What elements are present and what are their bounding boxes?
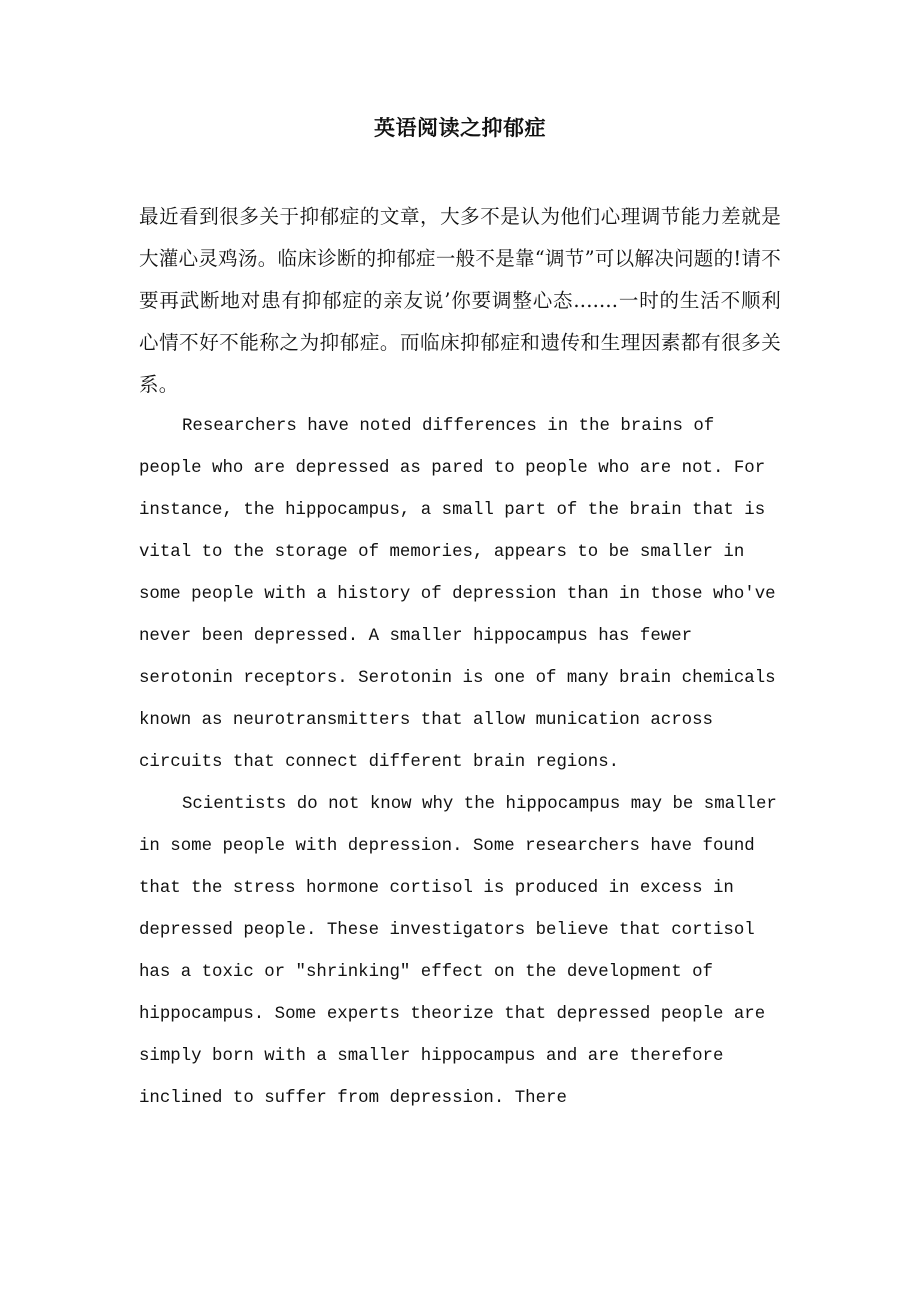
document-body [139,196,781,1120]
paragraph-hippocampus-size: Scientists do not know why the hippocampus may be smaller in some people with depression. Some researchers have found that the stress hormone cortisol is produced in excess in depressed people. These investigators believe that cortisol has a toxic or "shrinking" effect on the development of hippocampus. Some experts theorize that depressed people are simply born with a smaller hippocampus and are therefore inclined to suffer from depression. There [139,795,777,1108]
paragraph-brain-differences: Researchers have noted differences in the brains of people who are depressed as pared to people who are not. For instance, the hippocampus, a small part of the brain that is vital to the storage of memories, appears to be smaller in some people with a history of depression than in those who've never been depressed. A smaller hippocampus has fewer serotonin receptors. Serotonin is one of many brain chemicals known as neurotransmitters that allow munication across circuits that connect different brain regions. [139,417,776,772]
document-title: 英语阅读之抑郁症 [374,115,546,140]
paragraph-intro-chinese: 最近看到很多关于抑郁症的文章，大多不是认为他们心理调节能力差就是大灌心灵鸡汤。临床诊断的抑郁症一般不是靠“调节”可以解决问题的!请不要再武断地对患有抑郁症的亲友说’你要调整心态.......一时的生活不顺利心情不好不能称之为抑郁症。而临床抑郁症和遗传和生理因素都有很多关系。 [139,205,781,396]
